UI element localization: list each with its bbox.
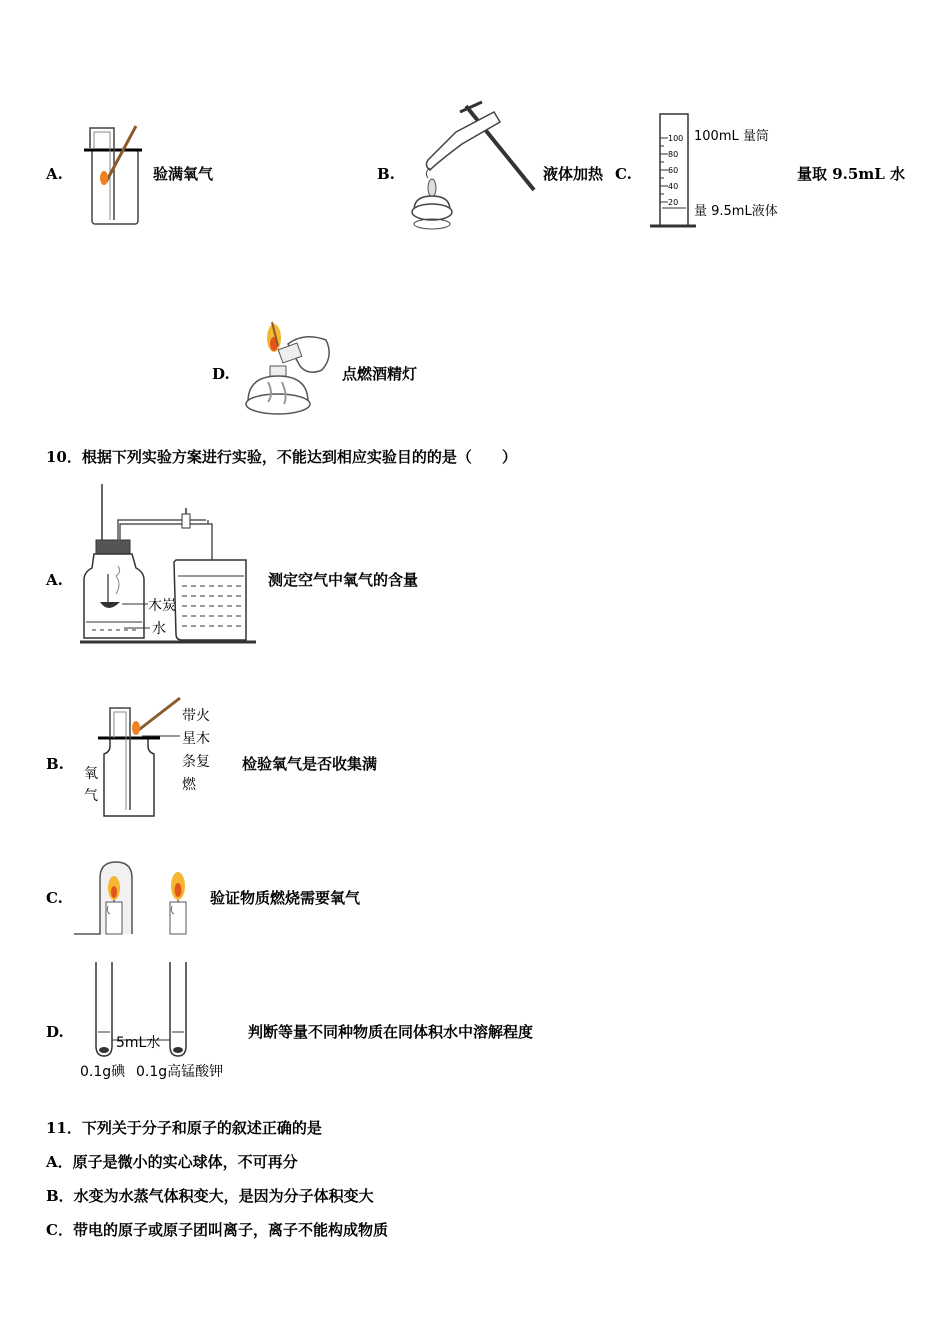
- cylinder-tick-80: 80: [668, 150, 679, 159]
- q10-d-test-tubes-figure: [76, 958, 246, 1084]
- cylinder-title: 100mL 量筒: [694, 129, 769, 144]
- q11-option-c: C．带电的原子或原子团叫离子，离子不能构成物质: [46, 1221, 388, 1239]
- q11-option-a: A．原子是微小的实心球体，不可再分: [46, 1153, 298, 1171]
- q9-d-alcohol-lamp-figure: [238, 316, 338, 420]
- q10-a-apparatus-figure: [78, 480, 264, 648]
- label-charcoal: 木炭: [148, 598, 176, 614]
- label-glowing-2: 星木: [182, 731, 210, 747]
- q9-option-b-caption: 液体加热: [543, 165, 604, 183]
- q9-c-cylinder-figure: [648, 108, 808, 234]
- cylinder-tick-40: 40: [668, 182, 679, 191]
- cylinder-tick-60: 60: [668, 166, 679, 175]
- q10-c-candles-figure: [70, 858, 200, 936]
- q9-option-d-caption: 点燃酒精灯: [342, 365, 418, 383]
- q11-option-b: B．水变为水蒸气体积变大，是因为分子体积变大: [46, 1187, 374, 1205]
- label-glowing-4: 燃: [182, 777, 196, 793]
- q10-option-b-letter: B.: [46, 755, 64, 773]
- label-glowing-3: 条复: [182, 754, 210, 770]
- label-water: 水: [152, 621, 166, 637]
- label-water-5ml: 5mL水: [116, 1035, 161, 1051]
- q9-option-c-caption: 量取 9.5mL 水: [797, 165, 905, 183]
- q9-option-d-letter: D.: [212, 365, 230, 383]
- q9-option-b-letter: B.: [377, 165, 395, 183]
- q9-b-heating-figure: [408, 100, 538, 232]
- q10-option-c-letter: C.: [46, 889, 63, 907]
- label-iodine: 0.1g碘: [80, 1064, 126, 1080]
- q10-option-a-caption: 测定空气中氧气的含量: [268, 571, 419, 589]
- label-permanganate: 0.1g高锰酸钾: [136, 1064, 224, 1080]
- cylinder-note: 量 9.5mL液体: [694, 204, 778, 219]
- q10-option-d-caption: 判断等量不同种物质在同体积水中溶解程度: [248, 1023, 534, 1041]
- q10-option-a-letter: A.: [46, 571, 63, 589]
- q9-option-c-letter: C.: [615, 165, 632, 183]
- q10-b-bottle-figure: [80, 692, 226, 818]
- q9-a-bottle-figure: [82, 124, 144, 228]
- q10-option-b-caption: 检验氧气是否收集满: [242, 755, 378, 773]
- cylinder-tick-20: 20: [668, 198, 679, 207]
- label-oxygen-2: 气: [84, 788, 98, 804]
- q10-option-d-letter: D.: [46, 1023, 64, 1041]
- label-oxygen-1: 氧: [84, 766, 98, 782]
- q10-option-c-caption: 验证物质燃烧需要氧气: [210, 889, 361, 907]
- q9-option-a-letter: A.: [46, 165, 63, 183]
- q10-stem: 10．根据下列实验方案进行实验，不能达到相应实验目的的是（ ）: [46, 448, 517, 466]
- label-glowing-1: 带火: [182, 708, 210, 724]
- q9-option-a-caption: 验满氧气: [153, 165, 214, 183]
- cylinder-tick-100: 100: [668, 134, 684, 143]
- q11-stem: 11．下列关于分子和原子的叙述正确的是: [46, 1119, 322, 1137]
